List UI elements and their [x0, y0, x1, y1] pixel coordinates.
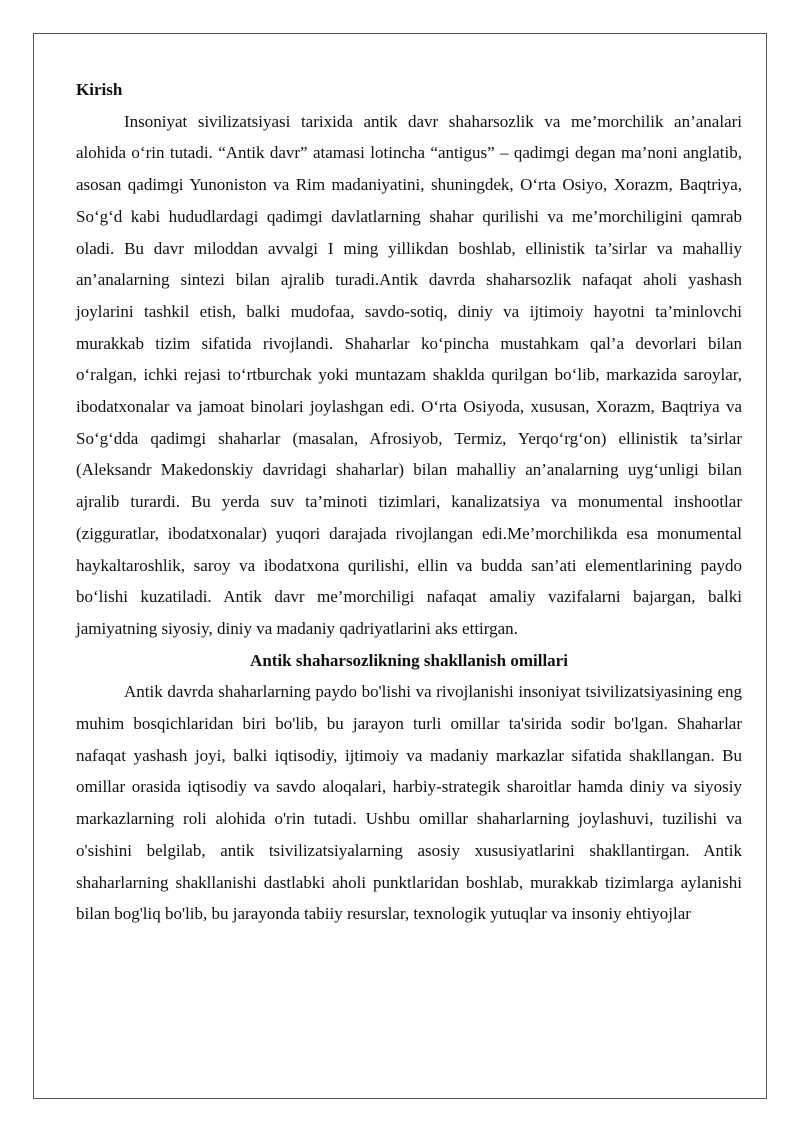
document-body	[76, 74, 742, 930]
section-paragraph: Antik davrda shaharlarning paydo bo'lishi va rivojlanishi insoniyat tsivilizatsiyasining eng muhim bosqichlaridan biri bo'lib, bu jarayon turli omillar ta'sirida sodir bo'lgan. Shaharlar nafaqat yashash joyi, balki iqtisodiy, ijtimoiy va madaniy markazlar sifatida shakllangan. Bu omillar orasida iqtisodiy va savdo aloqalari, harbiy-strategik sharoitlar hamda diniy va siyosiy markazlarning roli alohida o'rin tutadi. Ushbu omillar shaharlarning joylashuvi, tuzilishi va o'sishini belgilab, antik tsivilizatsiyalarning asosiy xususiyatlarini shakllantirgan. Antik shaharlarning shakllanishi dastlabki aholi punktlaridan boshlab, murakkab tizimlarga aylanishi bilan bog'liq bo'lib, bu jarayonda tabiiy resurslar, texnologik yutuqlar va insoniy ehtiyojlar	[76, 682, 742, 924]
intro-heading: Kirish	[76, 80, 123, 99]
section-heading: Antik shaharsozlikning shakllanish omillari	[250, 650, 568, 670]
intro-paragraph: Insoniyat sivilizatsiyasi tarixida antik davr shaharsozlik va me’morchilik an’analari alohida o‘rin tutadi. “Antik davr” atamasi lotincha “antigus” – qadimgi degan ma’noni anglatib, asosan qadimgi Yunoniston va Rim madaniyatini, shuningdek, O‘rta Osiyo, Xorazm, Baqtriya, So‘g‘d kabi hududlardagi qadimgi davlatlarning shahar qurilishi va me’morchiligini qamrab oladi. Bu davr miloddan avvalgi I ming yillikdan boshlab, ellinistik ta’sirlar va mahalliy an’analarning sintezi bilan ajralib turadi.Antik davrda shaharsozlik nafaqat aholi yashash joylarini tashkil etish, balki mudofaa, savdo-sotiq, diniy va ijtimoiy hayotni ta’minlovchi murakkab tizim sifatida rivojlandi. Shaharlar ko‘pincha mustahkam qal’a devorlari bilan o‘ralgan, ichki rejasi to‘rtburchak yoki muntazam shaklda qurilgan bo‘lib, markazida saroylar, ibodatxonalar va jamoat binolari joylashgan edi. O‘rta Osiyoda, xususan, Xorazm, Baqtriya va So‘g‘dda qadimgi shaharlar (masalan, Afrosiyob, Termiz, Yerqo‘rg‘on) ellinistik ta’sirlar (Aleksandr Makedonskiy davridagi shaharlar) bilan mahalliy an’analarning uyg‘unligi bilan ajralib turardi. Bu yerda suv ta’minoti tizimlari, kanalizatsiya va monumental inshootlar (zigguratlar, ibodatxonalar) yuqori darajada rivojlangan edi.Me’morchilikda esa monumental haykaltaroshlik, saroy va ibodatxona qurilishi, ellin va budda san’ati elementlarining paydo bo‘lishi kuzatiladi. Antik davr me’morchiligi nafaqat amaliy vazifalarni bajargan, balki jamiyatning siyosiy, diniy va madaniy qadriyatlarini aks ettirgan.	[76, 111, 742, 638]
